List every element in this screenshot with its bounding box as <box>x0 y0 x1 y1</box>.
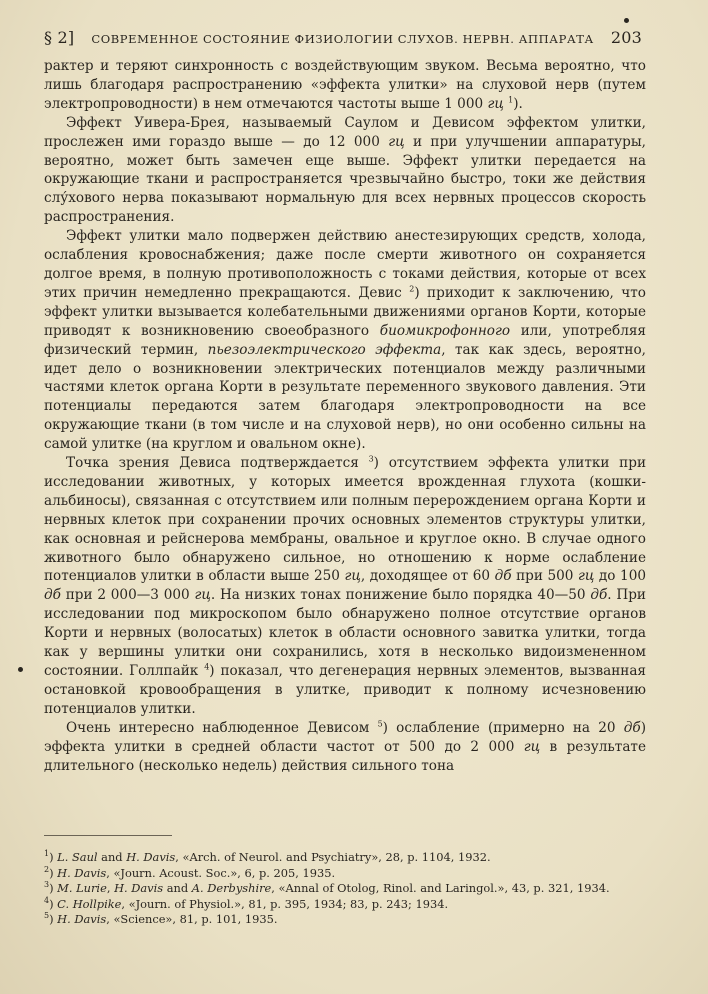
text-run: ) <box>49 881 58 896</box>
italic-run: гц <box>194 587 211 604</box>
text-run: ) <box>49 896 58 911</box>
text-run: , <box>106 881 115 896</box>
text-run: ) <box>49 850 58 865</box>
footnotes <box>44 850 646 928</box>
text-run: ) эффекта улитки в средней области частот от 500 до 2 000 <box>44 719 646 755</box>
text-run: ) приходит к заключению, что эффект улитки вызывается колебательными движениями органов Корти, которые приводят к возникновению своеобразного <box>44 284 646 339</box>
footnote <box>44 850 646 866</box>
text-run: при 2 000—3 000 <box>60 587 195 604</box>
text-run: при 500 <box>511 568 578 585</box>
text-run: , доходящее от 60 <box>360 568 495 585</box>
text-run: или, употребляя физический термин, <box>44 322 646 358</box>
paragraph <box>44 57 646 114</box>
running-header <box>44 28 646 47</box>
italic-run: H. Davis <box>114 881 164 896</box>
footnote <box>44 881 646 897</box>
text-run: рактер и теряют синхронность с воздействующим звуком. Весьма вероятно, что лишь благодаря распространению «эффекта улитки» на слуховой нерв (путем электропроводности) в нем отмечаются частоты выше 1 000 <box>44 58 646 112</box>
text-run: . При исследовании под микроскопом было обнаружено полное отсутствие органов Корти и нервных (волосатых) клеток в области основного завитка улитки, тогда как у вершины улитки они сохранились, хотя в несколько видоизмененном состоянии. Голлпайк <box>44 587 646 679</box>
section-number: § 2] <box>44 28 75 47</box>
footnote-ref: 3 <box>368 454 374 464</box>
text-run: , «Science», 81, p. 101, 1935. <box>106 912 278 927</box>
footnote <box>44 912 646 928</box>
paragraph <box>44 114 646 227</box>
text-run: до 100 <box>594 568 647 585</box>
italic-run: дб <box>623 719 641 736</box>
footnote-ref: 2 <box>409 284 415 294</box>
text-run: , «Journ. Acoust. Soc.», 6, p. 205, 1935. <box>106 865 336 880</box>
paragraph <box>44 227 646 454</box>
italic-run: биомикрофонного <box>379 322 511 339</box>
footnote-ref: 5 <box>44 911 50 921</box>
text-run: в результате длительного (несколько недель) действия сильного тона <box>44 738 646 774</box>
text-run: Точка зрения Девиса подтверждается <box>66 455 369 472</box>
page-number: 203 <box>610 28 642 47</box>
italic-run: гц <box>344 568 361 585</box>
text-run: and <box>163 881 192 896</box>
italic-run: H. Davis <box>126 850 176 865</box>
text-run: ) показал, что дегенерация нервных элементов, вызванная остановкой кровообращения в улитке, приводит к полному исчезновению потенциалов улитки. <box>44 663 646 717</box>
paragraph <box>44 454 646 719</box>
italic-run: гц <box>487 95 504 112</box>
italic-run: H. Davis <box>57 912 107 927</box>
footnote-ref: 4 <box>204 662 210 672</box>
italic-run: гц <box>578 568 595 585</box>
italic-run: M. Lurie <box>57 881 107 896</box>
text-run: , «Journ. of Physiol.», 81, p. 395, 1934; 83, p. 243; 1934. <box>121 896 449 911</box>
running-title: СОВРЕМЕННОЕ СОСТОЯНИЕ ФИЗИОЛОГИИ СЛУХОВ. НЕРВН. АППАРАТА <box>91 32 594 46</box>
text-run: ) <box>49 865 58 880</box>
text-run: , так как здесь, вероятно, идет дело о возникновении электрических потенциалов между различными частями клеток органа Корти в результате переменного звукового давления. Эти потенциалы передаются затем благодаря электропроводности на все окружающие ткани (в том числе и на слуховой нерв), но они особенно сильны на самой улитке (на круглом и овальном окне). <box>44 341 646 453</box>
italic-run: H. Davis <box>57 865 107 880</box>
text-run: ) <box>49 912 58 927</box>
text-run: Очень интересно наблюденное Девисом <box>66 719 378 736</box>
text-run: . На низких тонах понижение было порядка 40—50 <box>210 587 591 604</box>
italic-run: дб <box>494 568 512 585</box>
italic-run: дб <box>44 587 61 604</box>
text-run: Эффект Уивера-Брея, называемый Саулом и Девисом эффектом улитки, прослежен ими гораздо выше — до 12 000 <box>44 114 646 150</box>
ink-dot-mark <box>624 18 629 23</box>
italic-run: дб <box>590 587 608 604</box>
text-run: , «Arch. of Neurol. and Psychiatry», 28, p. 1104, 1932. <box>175 850 491 865</box>
footnote-ref: 4 <box>44 896 50 906</box>
footnote-separator <box>44 835 172 836</box>
body-text <box>44 57 646 775</box>
text-run: Эффект улитки мало подвержен действию анестезирующих средств, холода, ослабления кровоснабжения; даже после смерти животного он сохраняется долгое время, в полную противоположность с токами действия, которые от всех этих причин немедленно прекращаются. Девис <box>44 228 646 301</box>
italic-run: C. Hollpike <box>57 896 122 911</box>
text-run: ) ослабление (примерно на 20 <box>382 719 624 736</box>
paragraph <box>44 719 646 776</box>
footnote-ref: 1 <box>44 849 50 859</box>
text-run: ) отсутствием эффекта улитки при исследовании животных, у которых имеется врожденная глухота (кошки-альбиносы), связанная с отсутствием или полным перерождением органа Корти и нервных клеток при сохранении прочих основных элементов структуры улитки, как основная и рейснерова мембраны, овальное и круглое окно. В случае одного животного было обнаружено сильное, но отношению к норме ослабление потенциалов улитки в области выше 250 <box>44 455 647 585</box>
text-run: and <box>97 850 127 865</box>
italic-run: гц <box>523 738 541 755</box>
margin-dot-mark <box>18 667 23 672</box>
footnote-ref: 3 <box>44 880 50 890</box>
footnote <box>44 866 646 882</box>
italic-run: L. Saul <box>57 850 98 865</box>
italic-run: гц <box>388 133 405 150</box>
italic-run: A. Derbyshire <box>191 881 272 896</box>
text-run: и при улучшении аппаратуры, вероятно, может быть замечен еще выше. Эффект улитки передается на окружающие ткани и распространяется чрезвычайно быстро, токи же действия слу́хового нерва показывают нормальную для всех нервных процессов скорость распространения. <box>44 133 646 226</box>
footnote-ref: 5 <box>377 719 383 729</box>
footnote <box>44 897 646 913</box>
text-run: , «Annal of Otolog, Rinol. and Laringol.», 43, p. 321, 1934. <box>271 881 610 896</box>
footnote-ref: 1 <box>508 95 514 105</box>
footnote-ref: 2 <box>44 865 50 875</box>
text-run: ). <box>513 95 523 112</box>
italic-run: пьезоэлектрического эффекта <box>207 341 442 358</box>
